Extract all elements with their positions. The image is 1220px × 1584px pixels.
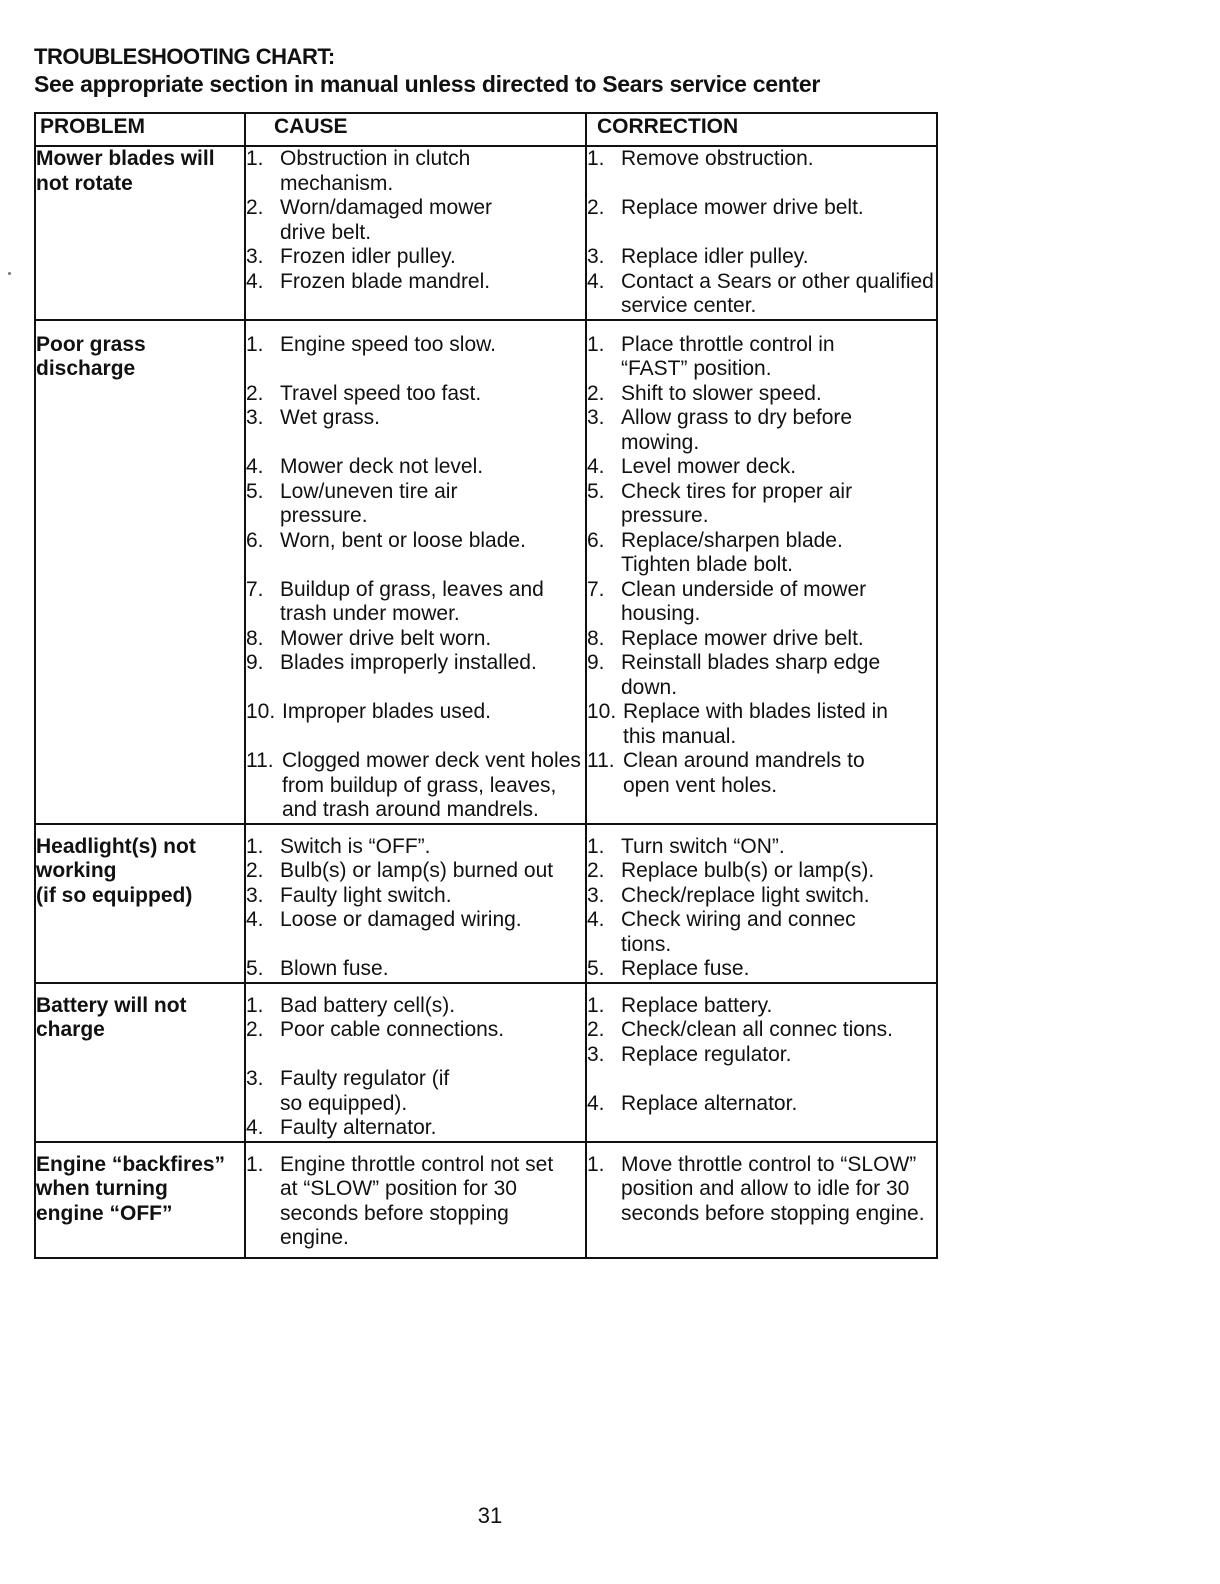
cause-number: 2. (246, 1018, 264, 1041)
cause-text: Faulty regulator (if so equipped). (280, 1067, 450, 1115)
problem-text: working (36, 859, 117, 882)
problem-cell (35, 146, 245, 320)
cause-cell (245, 983, 586, 1142)
cause-item (246, 994, 585, 1019)
cause-item (246, 245, 585, 270)
cause-item (246, 455, 585, 480)
correction-item (587, 1092, 936, 1117)
chart-title: TROUBLESHOOTING CHART: (34, 44, 335, 69)
correction-number: 4. (587, 1091, 605, 1115)
column-header-cause: CAUSE (245, 113, 586, 146)
problem-text: Battery will not (36, 993, 187, 1017)
correction-text: Replace idler pulley. (621, 245, 809, 268)
problem-text: engine “OFF” (36, 1201, 173, 1225)
correction-cell (586, 1142, 937, 1258)
cause-item (246, 578, 585, 627)
cause-item (246, 1116, 585, 1141)
correction-item (587, 651, 936, 700)
cause-text: Mower deck not level. (280, 455, 484, 478)
cause-item (246, 957, 585, 982)
cause-item (246, 270, 585, 295)
cause-text: Clogged mower deck vent holes from buildup of grass, leaves, and trash around mandrels. (282, 749, 581, 821)
correction-number: 1. (587, 1152, 605, 1176)
cause-text: Engine speed too slow. (280, 332, 496, 356)
correction-number: 3. (587, 406, 605, 429)
correction-text: Turn switch “ON”. (621, 834, 785, 858)
cause-number: 2. (246, 859, 264, 882)
cause-number: 1. (246, 993, 264, 1017)
correction-item (587, 749, 936, 798)
correction-text: Remove obstruction. (621, 147, 814, 170)
cause-number: 8. (246, 626, 264, 650)
cause-text: Faulty alternator. (280, 1116, 437, 1139)
correction-item (587, 480, 936, 529)
cause-number: 4. (246, 1116, 264, 1139)
correction-text: Shift to slower speed. (621, 381, 822, 405)
cause-item (246, 382, 585, 407)
problem-text: Engine “backfires” (36, 1152, 226, 1176)
correction-text: Level mower deck. (621, 455, 797, 478)
correction-item (587, 382, 936, 407)
correction-number: 4. (587, 269, 605, 293)
correction-number: 9. (587, 651, 605, 674)
correction-text: Move throttle control to “SLOW” position and allow to idle for 30 seconds before stopping engine. (621, 1152, 925, 1225)
correction-text: Check tires for proper air pressure. (621, 479, 853, 527)
problem-cell (35, 983, 245, 1142)
cause-text: Bad battery cell(s). (280, 993, 456, 1017)
correction-text: Reinstall blades sharp edge down. (621, 651, 881, 699)
cause-item (246, 908, 585, 933)
cause-text: Switch is “OFF”. (280, 834, 431, 858)
cause-number: 4. (246, 908, 264, 931)
correction-text: Replace fuse. (621, 957, 750, 980)
cause-number: 1. (246, 332, 264, 356)
table-row (35, 824, 937, 983)
cause-text: Mower drive belt worn. (280, 626, 492, 650)
table-header-row (35, 113, 937, 146)
scan-speck (8, 272, 11, 275)
correction-item (587, 957, 936, 982)
correction-number: 3. (587, 245, 605, 268)
correction-number: 1. (587, 332, 605, 356)
correction-number: 10. (587, 700, 617, 723)
problem-cell (35, 824, 245, 983)
correction-number: 2. (587, 859, 605, 882)
cause-number: 3. (246, 883, 264, 907)
cause-item (246, 147, 585, 196)
correction-item (587, 245, 936, 270)
correction-text: Replace bulb(s) or lamp(s). (621, 859, 875, 882)
correction-number: 2. (587, 381, 605, 405)
correction-text: Contact a Sears or other qualified service center. (621, 269, 934, 317)
correction-text: Replace regulator. (621, 1042, 792, 1066)
correction-text: Replace battery. (621, 993, 773, 1017)
correction-cell (586, 146, 937, 320)
cause-text: Blades improperly installed. (280, 651, 537, 674)
cause-text: Obstruction in clutch mechanism. (280, 147, 471, 195)
cause-text: Low/uneven tire air pressure. (280, 479, 458, 527)
cause-item (246, 627, 585, 652)
correction-text: Place throttle control in “FAST” position. (621, 332, 835, 380)
correction-item (587, 270, 936, 319)
chart-subtitle: See appropriate section in manual unless directed to Sears service center (34, 71, 820, 97)
cause-text: Frozen blade mandrel. (280, 269, 491, 293)
correction-number: 1. (587, 993, 605, 1017)
correction-item (587, 529, 936, 578)
problem-text: discharge (36, 357, 136, 380)
correction-item (587, 908, 936, 957)
correction-number: 5. (587, 957, 605, 980)
correction-item (587, 196, 936, 221)
correction-cell (586, 824, 937, 983)
correction-text: Allow grass to dry before mowing. (621, 406, 853, 454)
correction-text: Replace/sharpen blade. Tighten blade bolt. (621, 528, 843, 576)
correction-number: 3. (587, 1042, 605, 1066)
correction-item (587, 835, 936, 860)
correction-item (587, 859, 936, 884)
page-header (34, 44, 1034, 98)
correction-number: 4. (587, 908, 605, 931)
problem-cell (35, 1142, 245, 1258)
cause-number: 4. (246, 455, 264, 478)
correction-text: Replace mower drive belt. (621, 196, 864, 219)
cause-item (246, 333, 585, 358)
cause-number: 6. (246, 528, 264, 552)
problem-text: not rotate (36, 171, 133, 195)
cause-item (246, 835, 585, 860)
correction-text: Check/replace light switch. (621, 883, 870, 907)
cause-number: 1. (246, 147, 264, 170)
problem-text: Poor grass (36, 332, 146, 356)
cause-number: 3. (246, 1067, 264, 1090)
cause-number: 3. (246, 406, 264, 429)
cause-number: 5. (246, 479, 264, 503)
correction-number: 7. (587, 577, 605, 601)
correction-item (587, 406, 936, 455)
cause-text: Improper blades used. (282, 700, 491, 723)
correction-text: Check/clean all connec tions. (621, 1018, 893, 1041)
correction-number: 1. (587, 834, 605, 858)
cause-cell (245, 146, 586, 320)
cause-item (246, 1018, 585, 1043)
cause-item (246, 1153, 585, 1251)
cause-number: 1. (246, 834, 264, 858)
correction-number: 11. (587, 749, 615, 772)
cause-text: Buildup of grass, leaves and trash under mower. (280, 577, 544, 625)
problem-text: Headlight(s) not (36, 834, 196, 858)
correction-item (587, 147, 936, 172)
table-row (35, 146, 937, 320)
cause-number: 5. (246, 957, 264, 980)
correction-item (587, 578, 936, 627)
table-row (35, 983, 937, 1142)
correction-text: Replace mower drive belt. (621, 626, 864, 650)
cause-number: 9. (246, 651, 264, 674)
correction-number: 2. (587, 196, 605, 219)
problem-text: Mower blades will (36, 147, 215, 170)
correction-number: 4. (587, 455, 605, 478)
cause-number: 11. (246, 749, 274, 772)
cause-text: Frozen idler pulley. (280, 245, 456, 268)
cause-text: Loose or damaged wiring. (280, 908, 522, 931)
problem-text: (if so equipped) (36, 883, 193, 907)
correction-number: 3. (587, 883, 605, 907)
table-row (35, 320, 937, 824)
column-header-problem: PROBLEM (35, 113, 245, 146)
cause-cell (245, 320, 586, 824)
cause-number: 1. (246, 1152, 264, 1176)
cause-text: Poor cable connections. (280, 1018, 505, 1041)
correction-text: Replace alternator. (621, 1091, 798, 1115)
cause-number: 3. (246, 245, 264, 268)
cause-text: Bulb(s) or lamp(s) burned out (280, 859, 554, 882)
cause-item (246, 859, 585, 884)
correction-item (587, 994, 936, 1019)
correction-number: 1. (587, 147, 605, 170)
correction-cell (586, 983, 937, 1142)
cause-item (246, 406, 585, 431)
cause-item (246, 480, 585, 529)
cause-cell (245, 1142, 586, 1258)
cause-text: Worn, bent or loose blade. (280, 528, 526, 552)
correction-item (587, 700, 936, 749)
correction-item (587, 455, 936, 480)
correction-number: 8. (587, 626, 605, 650)
correction-item (587, 627, 936, 652)
cause-item (246, 1067, 585, 1116)
correction-number: 2. (587, 1018, 605, 1041)
cause-item (246, 884, 585, 909)
cause-item (246, 749, 585, 823)
cause-item (246, 529, 585, 554)
cause-number: 2. (246, 196, 264, 219)
cause-text: Faulty light switch. (280, 883, 452, 907)
column-header-correction: CORRECTION (586, 113, 937, 146)
cause-item (246, 651, 585, 676)
cause-number: 7. (246, 577, 264, 601)
problem-text: charge (36, 1018, 105, 1041)
cause-text: Travel speed too fast. (280, 381, 482, 405)
correction-text: Clean underside of mower housing. (621, 577, 867, 625)
cause-text: Worn/damaged mower drive belt. (280, 196, 493, 244)
correction-number: 6. (587, 528, 605, 552)
correction-text: Check wiring and connec tions. (621, 908, 856, 956)
cause-item (246, 700, 585, 725)
correction-item (587, 333, 936, 382)
cause-number: 10. (246, 700, 276, 723)
correction-item (587, 1043, 936, 1068)
table-row (35, 1142, 937, 1258)
correction-number: 5. (587, 479, 605, 503)
correction-text: Clean around mandrels to open vent holes. (623, 749, 865, 797)
correction-cell (586, 320, 937, 824)
cause-text: Blown fuse. (280, 957, 389, 980)
page-number: 31 (477, 1503, 503, 1528)
cause-number: 4. (246, 269, 264, 293)
troubleshooting-table (34, 112, 938, 1259)
correction-item (587, 884, 936, 909)
cause-text: Engine throttle control not set at “SLOW” position for 30 seconds before stopping engine. (280, 1152, 554, 1249)
problem-text: when turning (36, 1177, 168, 1200)
cause-number: 2. (246, 381, 264, 405)
problem-cell (35, 320, 245, 824)
correction-item (587, 1153, 936, 1227)
cause-cell (245, 824, 586, 983)
cause-text: Wet grass. (280, 406, 380, 429)
correction-text: Replace with blades listed in this manual. (623, 700, 888, 748)
cause-item (246, 196, 585, 245)
correction-item (587, 1018, 936, 1043)
